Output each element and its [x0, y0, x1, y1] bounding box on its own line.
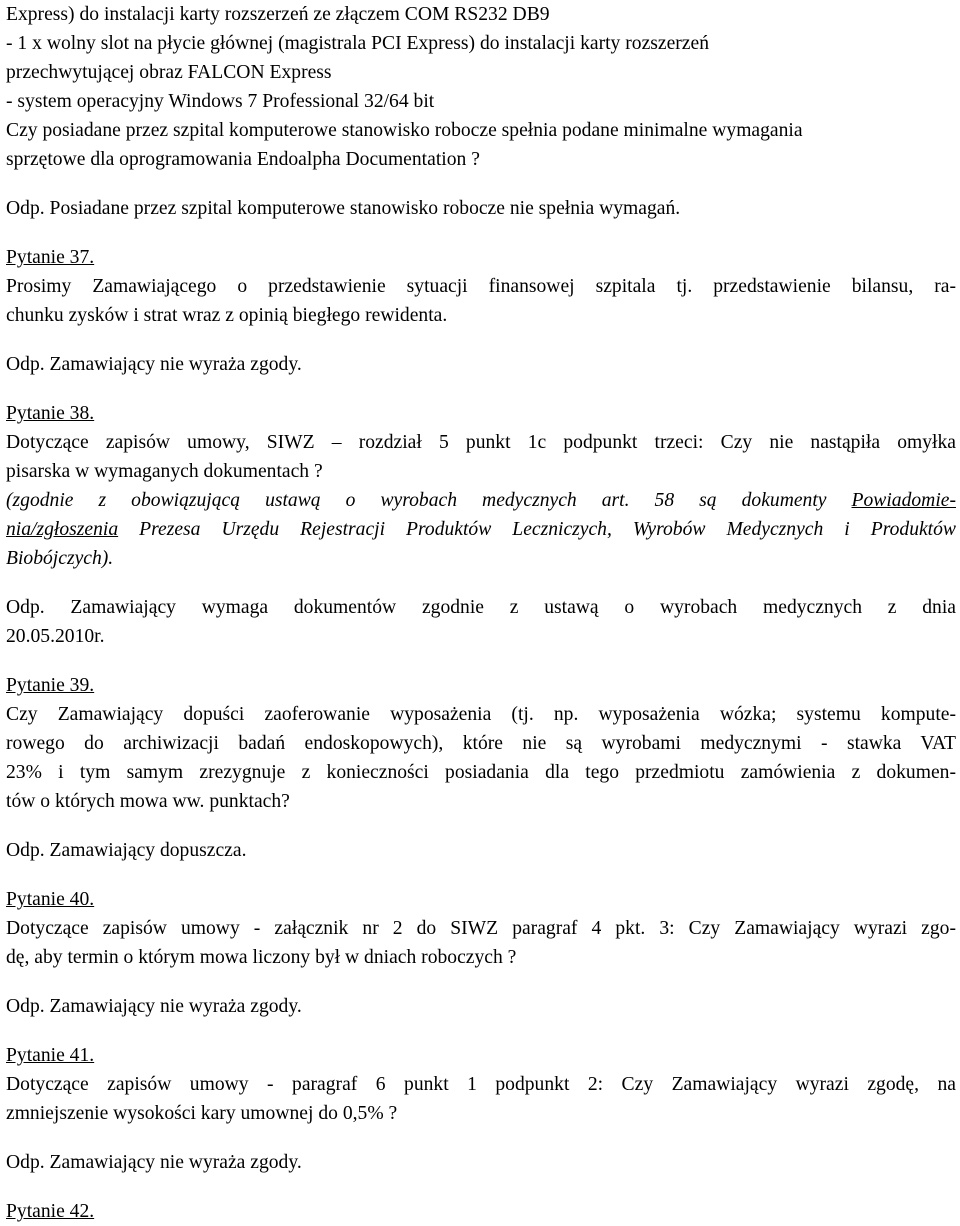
question-40-heading: Pytanie 40. — [6, 889, 95, 910]
question-36-text: Czy posiadane przez szpital komputerowe stanowisko robocze spełnia podane minimalne wymagania — [6, 120, 803, 141]
question-41-heading: Pytanie 41. — [6, 1045, 95, 1066]
answer-37: Odp. Zamawiający nie wyraża zgody. — [6, 354, 302, 375]
answer-36: Odp. Posiadane przez szpital komputerowe stanowisko robocze nie spełnia wymagań. — [6, 198, 681, 219]
question-41-text: zmniejszenie wysokości kary umownej do 0,5% ? — [6, 1103, 398, 1124]
question-39-heading: Pytanie 39. — [6, 675, 95, 696]
question-37-heading: Pytanie 37. — [6, 247, 95, 268]
question-38-heading: Pytanie 38. — [6, 403, 95, 424]
answer-40: Odp. Zamawiający nie wyraża zgody. — [6, 996, 302, 1017]
question-38-note: (zgodnie z obowiązującą ustawą o wyrobach medycznych art. 58 są dokumenty Powiadomie- — [6, 490, 956, 511]
question-40-text: dę, aby termin o którym mowa liczony był w dniach roboczych ? — [6, 947, 517, 968]
spec-line: przechwytującej obraz FALCON Express — [6, 62, 332, 83]
answer-41: Odp. Zamawiający nie wyraża zgody. — [6, 1152, 302, 1173]
question-37-text: Prosimy Zamawiającego o przedstawienie sytuacji finansowej szpitala tj. przedstawienie bilansu, ra- — [6, 276, 956, 297]
answer-39: Odp. Zamawiający dopuszcza. — [6, 840, 247, 861]
question-36-text: sprzętowe dla oprogramowania Endoalpha Documentation ? — [6, 149, 480, 170]
question-37-text: chunku zysków i strat wraz z opinią biegłego rewidenta. — [6, 305, 448, 326]
question-38-note: nia/zgłoszenia Prezesa Urzędu Rejestracji Produktów Leczniczych, Wyrobów Medycznych i Produktów — [6, 519, 956, 540]
spec-line: Express) do instalacji karty rozszerzeń ze złączem COM RS232 DB9 — [6, 4, 550, 25]
document-page — [6, 0, 956, 1226]
question-42-heading: Pytanie 42. — [6, 1201, 95, 1222]
answer-38: Odp. Zamawiający wymaga dokumentów zgodnie z ustawą o wyrobach medycznych z dnia — [6, 597, 956, 618]
question-39-text: rowego do archiwizacji badań endoskopowych), które nie są wyrobami medycznymi - stawka VAT — [6, 733, 956, 754]
answer-38: 20.05.2010r. — [6, 626, 105, 647]
spec-line: - system operacyjny Windows 7 Professional 32/64 bit — [6, 91, 435, 112]
question-38-text: pisarska w wymaganych dokumentach ? — [6, 461, 323, 482]
question-41-text: Dotyczące zapisów umowy - paragraf 6 punkt 1 podpunkt 2: Czy Zamawiający wyrazi zgodę, na — [6, 1074, 956, 1095]
question-38-note: Biobójczych). — [6, 548, 114, 569]
question-39-text: Czy Zamawiający dopuści zaoferowanie wyposażenia (tj. np. wyposażenia wózka; systemu kompute- — [6, 704, 956, 725]
question-39-text: 23% i tym samym zrezygnuje z konieczności posiadania dla tego przedmiotu zamówienia z dokumen- — [6, 762, 956, 783]
question-39-text: tów o których mowa ww. punktach? — [6, 791, 290, 812]
spec-line: - 1 x wolny slot na płycie głównej (magistrala PCI Express) do instalacji karty rozszerzeń — [6, 33, 710, 54]
question-38-text: Dotyczące zapisów umowy, SIWZ – rozdział 5 punkt 1c podpunkt trzeci: Czy nie nastąpiła omyłka — [6, 432, 956, 453]
question-40-text: Dotyczące zapisów umowy - załącznik nr 2 do SIWZ paragraf 4 pkt. 3: Czy Zamawiający wyrazi zgo- — [6, 918, 956, 939]
